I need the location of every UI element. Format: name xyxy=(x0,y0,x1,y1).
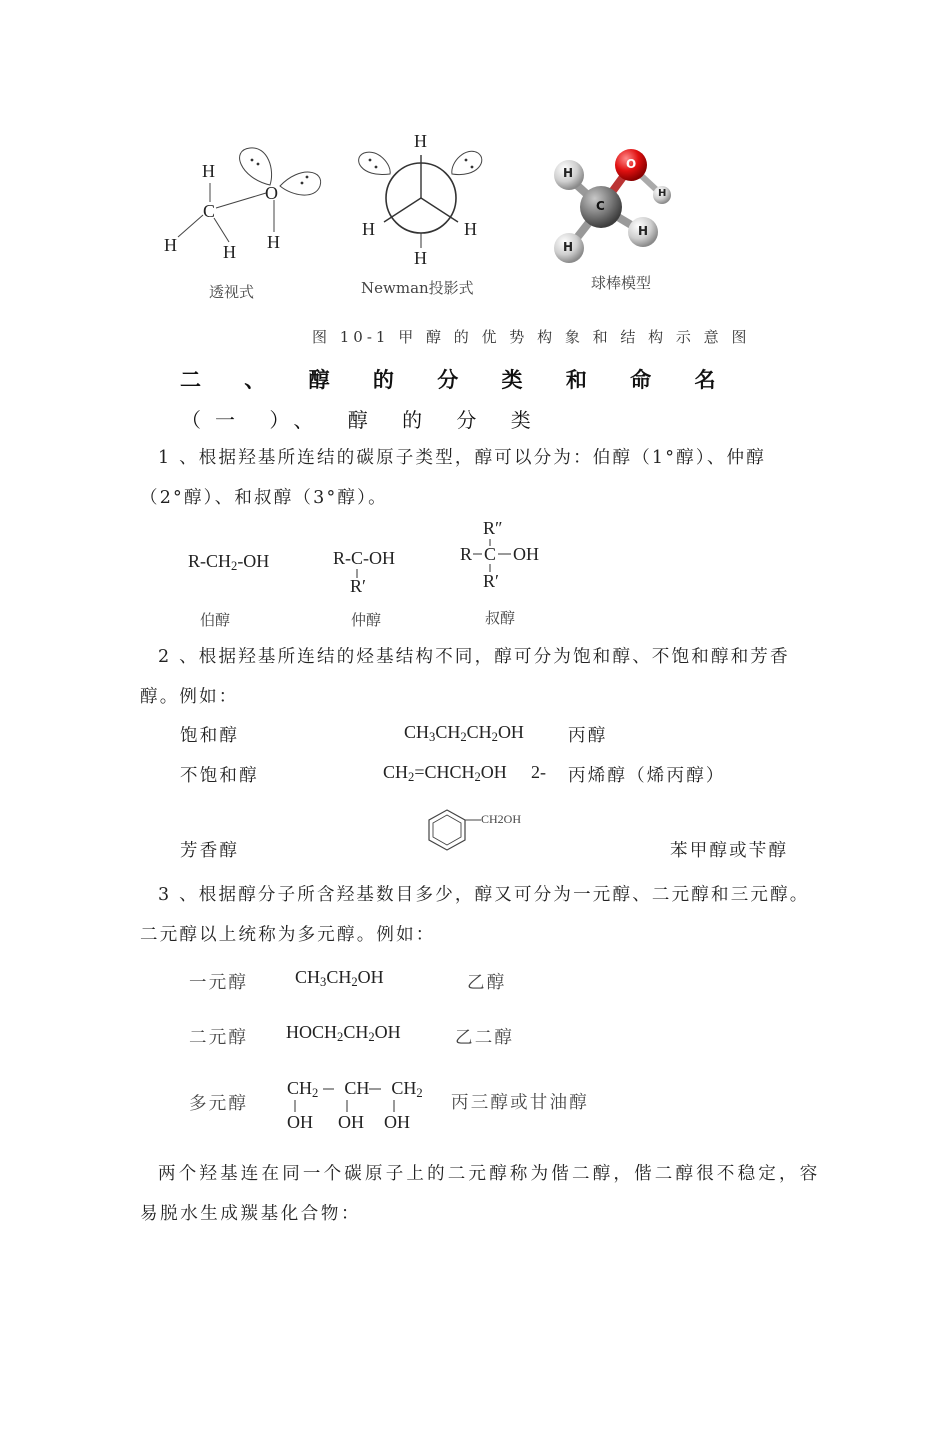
paragraph-line: 2 、根据羟基所连结的烃基结构不同，醇可分为饱和醇、不饱和醇和芳香 xyxy=(158,647,790,667)
atom-h: H xyxy=(464,219,477,239)
atom-h: H xyxy=(414,248,427,268)
section-heading: 二 、 醇 的 分 类 和 命 名 xyxy=(180,367,734,392)
hydroxyl-label: OH xyxy=(338,1112,364,1132)
tertiary-substituent-top: R″ xyxy=(483,518,503,538)
tertiary-substituent-bottom: R′ xyxy=(483,571,499,591)
atom-h: H xyxy=(563,166,574,180)
primary-alcohol-label: 伯醇 xyxy=(200,611,231,629)
ethylene-glycol-formula: $HOCH_2CH_2OH$ xyxy=(286,1022,401,1045)
example-name: 丙醇 xyxy=(568,726,608,746)
newman-label: Newman投影式 xyxy=(361,279,474,297)
atom-h: H xyxy=(223,242,236,262)
example-category: 二元醇 xyxy=(189,1028,249,1048)
figure-caption: 图 10-1 甲 醇 的 优 势 构 象 和 结 构 示 意 图 xyxy=(312,328,751,346)
atom-h: H xyxy=(267,232,280,252)
atom-h: H xyxy=(414,131,427,151)
atom-h: H xyxy=(563,240,574,254)
secondary-alcohol-substituent: R′ xyxy=(350,576,366,596)
propanol-formula: $CH_3CH_2CH_2OH$ xyxy=(404,722,524,745)
example-category: 一元醇 xyxy=(189,973,249,993)
example-name: 丙三醇或甘油醇 xyxy=(451,1093,589,1113)
tertiary-alcohol-label: 叔醇 xyxy=(485,609,516,627)
locant: 2- xyxy=(531,762,546,782)
example-name: 乙二醇 xyxy=(455,1028,515,1048)
paragraph-line: 醇。例如： xyxy=(140,687,239,707)
atom-h: H xyxy=(362,219,375,239)
ballstick-label: 球棒模型 xyxy=(591,274,652,292)
atom-h: H xyxy=(164,235,177,255)
example-category: 芳香醇 xyxy=(180,841,240,861)
tertiary-substituent-left: R xyxy=(460,544,473,564)
subsection-heading: （一 ）、 醇 的 分 类 xyxy=(181,408,545,432)
example-name: 苯甲醇或苄醇 xyxy=(670,841,789,861)
example-name: 丙烯醇（烯丙醇） xyxy=(568,766,726,786)
perspective-label: 透视式 xyxy=(209,283,255,301)
atom-o: O xyxy=(265,183,278,203)
example-name: 乙醇 xyxy=(467,973,507,993)
tertiary-carbon: C xyxy=(484,544,497,564)
allyl-alcohol-formula: $CH_2=CHCH_2OH$ xyxy=(383,762,507,785)
paragraph-line: （2°醇）、和叔醇（3°醇）。 xyxy=(140,488,388,508)
paragraph-line: 两个羟基连在同一个碳原子上的二元醇称为偕二醇，偕二醇很不稳定，容 xyxy=(158,1164,821,1184)
example-category: 多元醇 xyxy=(189,1094,249,1114)
atom-h: H xyxy=(202,161,215,181)
ring-substituent: CH2OH xyxy=(481,812,522,826)
example-category: 不饱和醇 xyxy=(180,766,259,786)
secondary-alcohol-formula: R-C-OH xyxy=(333,548,395,568)
paragraph-line: 易脱水生成羰基化合物： xyxy=(140,1204,362,1224)
glycerol-formula-top: $CH_2$ CH $CH_2$ xyxy=(287,1078,423,1101)
paragraph-line: 3 、根据醇分子所含羟基数目多少，醇又可分为一元醇、二元醇和三元醇。 xyxy=(158,885,810,905)
hydroxyl-label: OH xyxy=(384,1112,410,1132)
ethanol-formula: $CH_3CH_2OH$ xyxy=(295,967,384,990)
atom-c: C xyxy=(596,199,605,213)
atom-h: H xyxy=(658,188,667,199)
secondary-alcohol-label: 仲醇 xyxy=(351,611,382,629)
primary-alcohol-formula: $R-CH_2-OH$ xyxy=(188,551,270,574)
example-category: 饱和醇 xyxy=(180,726,240,746)
tertiary-hydroxyl: OH xyxy=(513,544,539,564)
hydroxyl-label: OH xyxy=(287,1112,313,1132)
atom-c: C xyxy=(203,201,216,221)
paragraph-line: 二元醇以上统称为多元醇。例如： xyxy=(140,925,436,945)
atom-o: O xyxy=(626,157,637,171)
paragraph-line: 1 、根据羟基所连结的碳原子类型，醇可以分为：伯醇（1°醇）、仲醇 xyxy=(158,448,766,468)
atom-h: H xyxy=(638,224,649,238)
